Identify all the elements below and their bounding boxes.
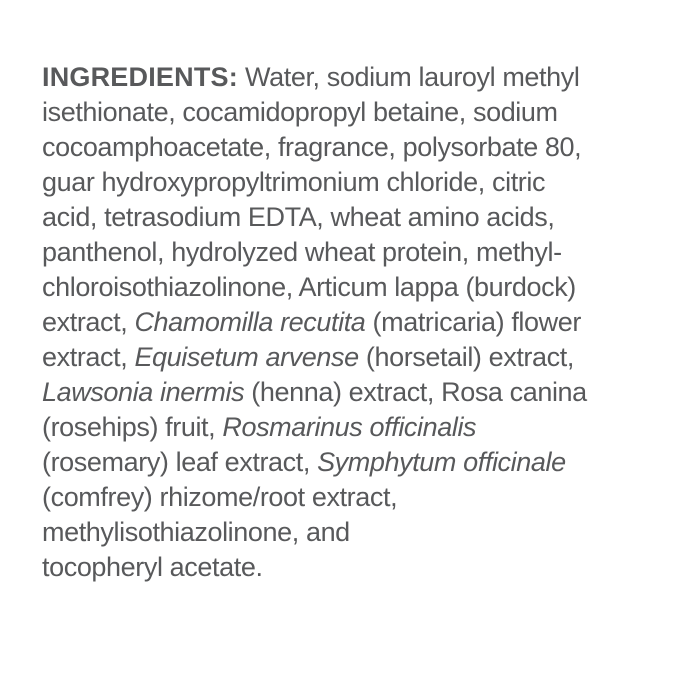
ingredients-line xyxy=(42,235,682,270)
botanical-name-segment: Rosmarinus officinalis xyxy=(222,412,477,442)
ingredients-text-block xyxy=(42,60,682,585)
ingredients-segment: guar hydroxypropyltrimonium chloride, citric xyxy=(42,167,546,197)
ingredients-line xyxy=(42,270,682,305)
ingredients-line xyxy=(42,375,682,410)
ingredients-segment: chloroisothiazolinone, Articum lappa (burdock) xyxy=(42,272,576,302)
ingredients-line xyxy=(42,340,682,375)
ingredients-line xyxy=(42,95,682,130)
ingredients-line xyxy=(42,445,682,480)
ingredients-line xyxy=(42,305,682,340)
botanical-name-segment: Symphytum officinale xyxy=(317,447,566,477)
ingredients-segment: extract, xyxy=(42,307,135,337)
ingredients-segment: Water, sodium lauroyl methyl xyxy=(237,62,580,92)
ingredients-segment: (matricaria) flower xyxy=(365,307,581,337)
ingredients-segment: (henna) extract, Rosa canina xyxy=(244,377,587,407)
ingredients-segment: (rosemary) leaf extract, xyxy=(42,447,318,477)
ingredients-line xyxy=(42,200,682,235)
ingredients-segment: (rosehips) fruit, xyxy=(42,412,223,442)
ingredients-segment: cocoamphoacetate, fragrance, polysorbate 80, xyxy=(42,132,582,162)
ingredients-line xyxy=(42,60,682,95)
botanical-name-segment: Chamomilla recutita xyxy=(134,307,366,337)
ingredients-segment: (horsetail) extract, xyxy=(358,342,574,372)
ingredients-heading: INGREDIENTS: xyxy=(42,62,238,92)
ingredients-segment: (comfrey) rhizome/root extract, xyxy=(42,482,398,512)
ingredients-line xyxy=(42,515,682,550)
botanical-name-segment: Lawsonia inermis xyxy=(42,377,245,407)
ingredients-line xyxy=(42,480,682,515)
ingredients-line xyxy=(42,130,682,165)
botanical-name-segment: Equisetum arvense xyxy=(134,342,359,372)
ingredients-segment: methylisothiazolinone, and xyxy=(42,517,350,547)
ingredients-line xyxy=(42,410,682,445)
ingredients-segment: panthenol, hydrolyzed wheat protein, methyl- xyxy=(42,237,562,267)
ingredients-segment: isethionate, cocamidopropyl betaine, sodium xyxy=(42,97,558,127)
ingredients-segment: tocopheryl acetate. xyxy=(42,552,263,582)
ingredients-segment: acid, tetrasodium EDTA, wheat amino acids, xyxy=(42,202,555,232)
ingredients-segment: extract, xyxy=(42,342,135,372)
ingredients-line xyxy=(42,165,682,200)
ingredients-line xyxy=(42,550,682,585)
